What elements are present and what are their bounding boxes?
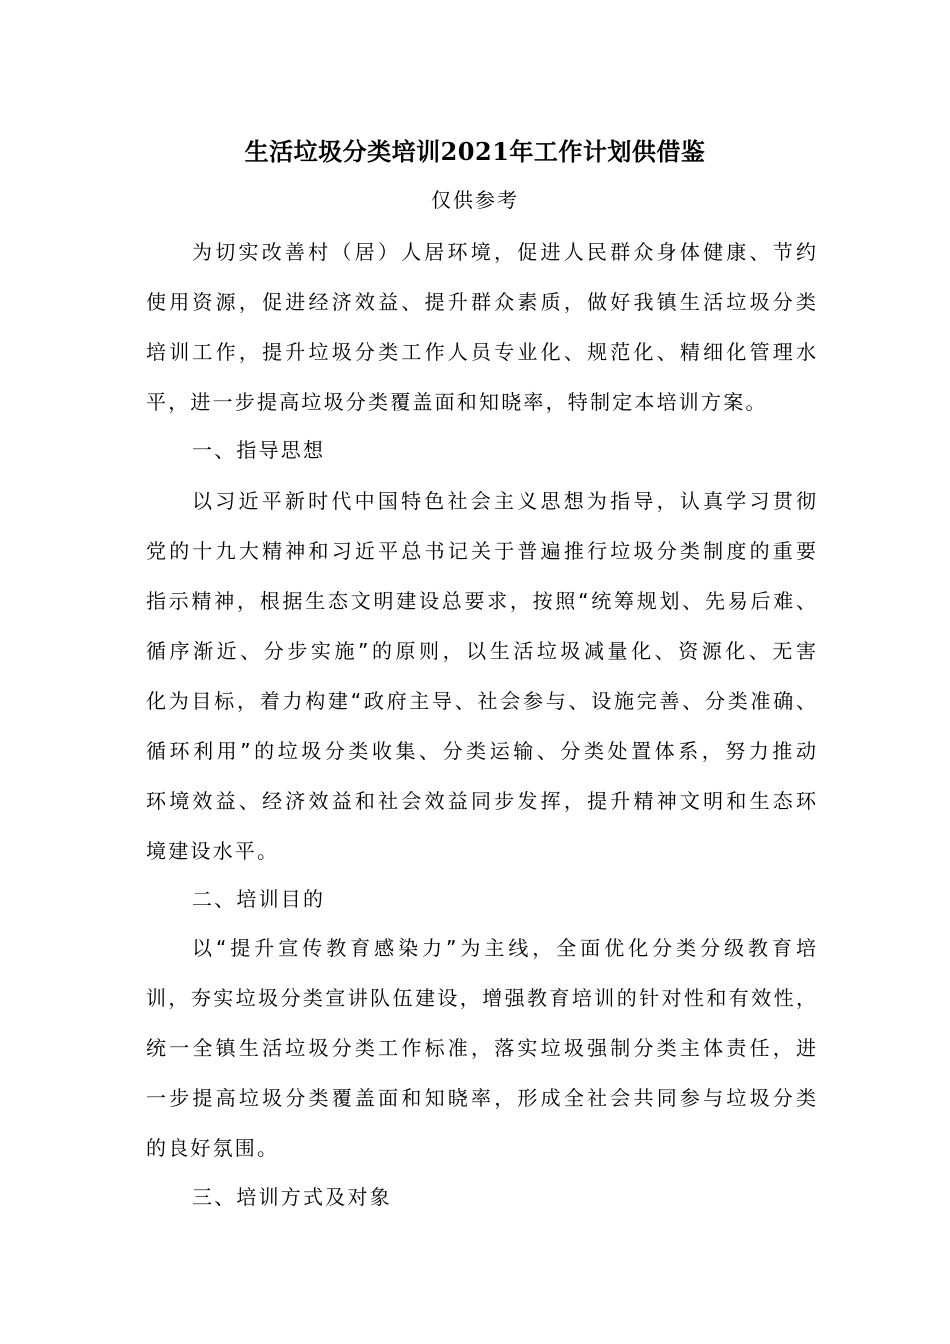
paragraph-line: 指示精神，根据生态文明建设总要求，按照“统筹规划、先易后难、 — [146, 589, 816, 613]
paragraph-line: 以“提升宣传教育感染力”为主线，全面优化分类分级教育培 — [192, 936, 816, 960]
paragraph-line: 化为目标，着力构建“政府主导、社会参与、设施完善、分类准确、 — [146, 689, 816, 713]
paragraph-line: 统一全镇生活垃圾分类工作标准，落实垃圾强制分类主体责任，进 — [146, 1036, 816, 1060]
paragraph-line: 使用资源，促进经济效益、提升群众素质，做好我镇生活垃圾分类 — [146, 290, 816, 314]
section-heading-guiding-ideology: 一、指导思想 — [192, 438, 326, 462]
paragraph-line: 循序渐近、分步实施”的原则，以生活垃圾减量化、资源化、无害 — [146, 639, 816, 663]
paragraph-line: 环境效益、经济效益和社会效益同步发挥，提升精神文明和生态环 — [146, 789, 816, 813]
paragraph-line: 的良好氛围。 — [146, 1136, 280, 1160]
document-title: 生活垃圾分类培训2021年工作计划供借鉴 — [244, 137, 706, 166]
section-heading-training-method: 三、培训方式及对象 — [192, 1185, 392, 1209]
paragraph-line: 循环利用”的垃圾分类收集、分类运输、分类处置体系，努力推动 — [146, 739, 816, 763]
paragraph-line: 为切实改善村（居）人居环境，促进人民群众身体健康、节约 — [192, 240, 816, 264]
paragraph-line: 党的十九大精神和习近平总书记关于普遍推行垃圾分类制度的重要 — [146, 539, 816, 563]
section-heading-training-purpose: 二、培训目的 — [192, 887, 326, 911]
paragraph-line: 平，进一步提高垃圾分类覆盖面和知晓率，特制定本培训方案。 — [146, 390, 768, 414]
paragraph-line: 境建设水平。 — [146, 839, 280, 863]
paragraph-line: 培训工作，提升垃圾分类工作人员专业化、规范化、精细化管理水 — [146, 340, 816, 364]
document-subtitle: 仅供参考 — [431, 188, 519, 212]
paragraph-line: 一步提高垃圾分类覆盖面和知晓率，形成全社会共同参与垃圾分类 — [146, 1086, 816, 1110]
paragraph-line: 以习近平新时代中国特色社会主义思想为指导，认真学习贯彻 — [192, 489, 816, 513]
paragraph-line: 训，夯实垃圾分类宣讲队伍建设，增强教育培训的针对性和有效性， — [146, 986, 816, 1010]
